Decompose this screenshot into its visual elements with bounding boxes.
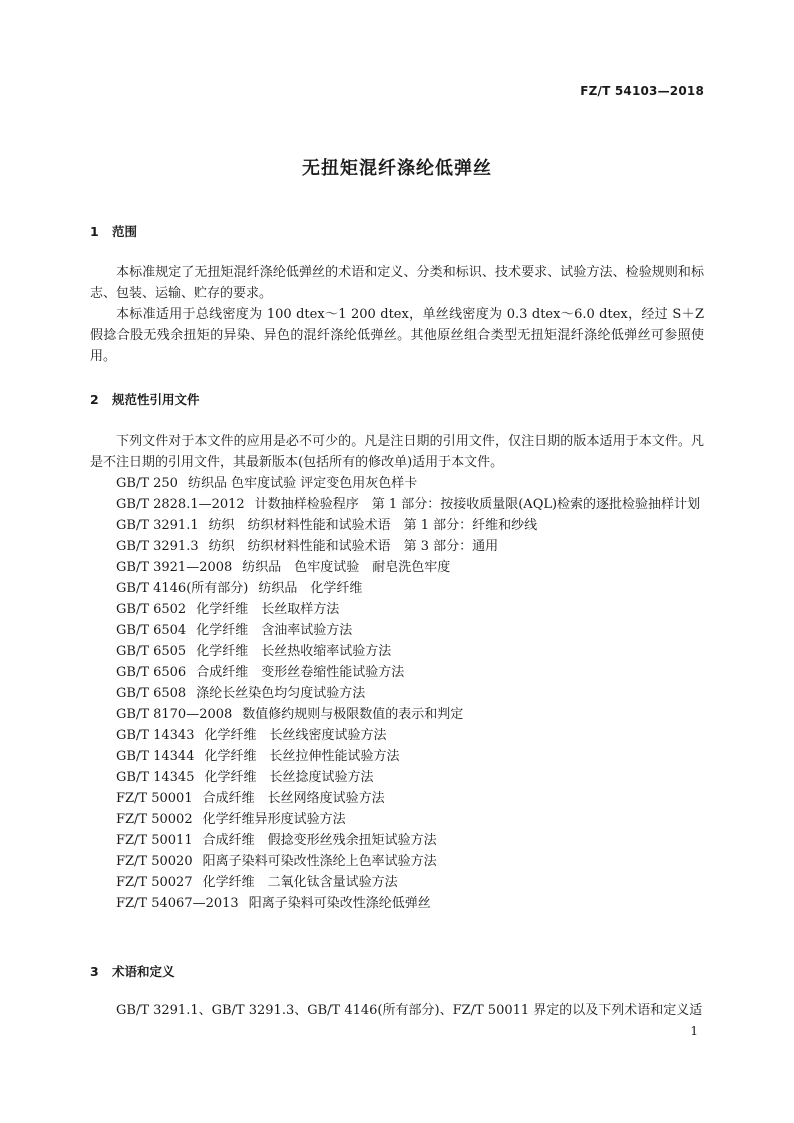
- reference-title: 化学纤维 长丝拉伸性能试验方法: [204, 749, 400, 764]
- reference-title: 合成纤维 变形丝卷缩性能试验方法: [196, 665, 405, 680]
- reference-title: 化学纤维 长丝取样方法: [196, 602, 340, 617]
- reference-title: 纺织品 色牢度试验 耐皂洗色牢度: [242, 560, 451, 575]
- reference-code: FZ/T 50001: [116, 791, 193, 806]
- reference-code: GB/T 14343: [116, 728, 195, 743]
- section-2-intro: 下列文件对于本文件的应用是必不可少的。凡是注日期的引用文件，仅注日期的版本适用于本文件。凡是不注日期的引用文件，其最新版本(包括所有的修改单)适用于本文件。: [90, 434, 704, 470]
- reference-title: 涤纶长丝染色均匀度试验方法: [196, 686, 366, 701]
- reference-title: 合成纤维 长丝网络度试验方法: [202, 791, 385, 806]
- reference-item: [90, 599, 704, 620]
- reference-code: GB/T 6506: [116, 665, 187, 680]
- section-2-heading: [90, 390, 200, 408]
- reference-title: 化学纤维 含油率试验方法: [196, 623, 353, 638]
- reference-title: 数值修约规则与极限数值的表示和判定: [242, 707, 464, 722]
- reference-item: [90, 704, 704, 725]
- reference-code: FZ/T 50027: [116, 875, 193, 890]
- reference-item: [90, 662, 704, 683]
- reference-code: GB/T 4146(所有部分): [116, 581, 249, 596]
- reference-item: [90, 809, 704, 830]
- reference-title: 合成纤维 假捻变形丝残余扭矩试验方法: [202, 833, 437, 848]
- reference-item: [90, 515, 704, 536]
- section-title: 术语和定义: [112, 964, 175, 979]
- reference-code: FZ/T 50011: [116, 833, 193, 848]
- reference-item: [90, 893, 704, 914]
- section-number: 3: [90, 964, 99, 979]
- reference-code: FZ/T 50002: [116, 812, 193, 827]
- section-number: 1: [90, 224, 99, 239]
- reference-title: 阳离子染料可染改性涤纶上色率试验方法: [202, 854, 437, 869]
- reference-title: 纺织 纺织材料性能和试验术语 第 1 部分：纤维和纱线: [208, 518, 538, 533]
- reference-item: [90, 725, 704, 746]
- section-title: 规范性引用文件: [112, 392, 200, 407]
- reference-title: 纺织品 化学纤维: [258, 581, 363, 596]
- reference-title: 化学纤维 二氧化钛含量试验方法: [202, 875, 398, 890]
- reference-item: [90, 557, 704, 578]
- page-number: 1: [690, 1024, 698, 1038]
- reference-item: [90, 578, 704, 599]
- reference-item: [90, 620, 704, 641]
- section-1-heading: [90, 222, 137, 240]
- reference-code: GB/T 250: [116, 476, 178, 491]
- section-1-paragraph-1: 本标准规定了无扭矩混纤涤纶低弹丝的术语和定义、分类和标识、技术要求、试验方法、检验规则和标志、包装、运输、贮存的要求。: [90, 265, 704, 301]
- reference-title: 纺织品 色牢度试验 评定变色用灰色样卡: [187, 476, 418, 491]
- reference-code: GB/T 2828.1—2012: [116, 497, 245, 512]
- reference-code: GB/T 6504: [116, 623, 187, 638]
- reference-item: [90, 872, 704, 893]
- section-3-heading: [90, 962, 175, 980]
- reference-code: GB/T 6508: [116, 686, 187, 701]
- reference-item: [90, 746, 704, 767]
- standard-code: FZ/T 54103—2018: [580, 84, 704, 98]
- reference-code: FZ/T 54067—2013: [116, 896, 239, 911]
- reference-title: 化学纤维 长丝线密度试验方法: [204, 728, 387, 743]
- reference-item: [90, 851, 704, 872]
- reference-item: [90, 788, 704, 809]
- reference-code: GB/T 3291.1: [116, 518, 199, 533]
- reference-item: [90, 683, 704, 704]
- reference-title: 计数抽样检验程序 第 1 部分：按接收质量限(AQL)检索的逐批检验抽样计划: [254, 497, 701, 512]
- normative-reference-list: [90, 473, 704, 914]
- document-title: 无扭矩混纤涤纶低弹丝: [302, 158, 492, 179]
- section-title: 范围: [112, 224, 138, 239]
- reference-code: GB/T 6502: [116, 602, 187, 617]
- reference-title: 化学纤维 长丝捻度试验方法: [204, 770, 374, 785]
- reference-item: [90, 767, 704, 788]
- section-1-paragraph-2: 本标准适用于总线密度为 100 dtex～1 200 dtex，单丝线密度为 0.3 dtex～6.0 dtex，经过 S＋Z 假捻合股无残余扭矩的异染、异色的混纤涤纶低弹丝。其他原丝组合类型无扭矩混纤涤纶低弹丝可参照使用。: [90, 307, 704, 364]
- reference-code: FZ/T 50020: [116, 854, 193, 869]
- reference-item: [90, 536, 704, 557]
- reference-code: GB/T 8170—2008: [116, 707, 233, 722]
- reference-title: 阳离子染料可染改性涤纶低弹丝: [248, 896, 431, 911]
- reference-item: [90, 473, 704, 494]
- reference-item: [90, 830, 704, 851]
- reference-code: GB/T 14345: [116, 770, 195, 785]
- reference-code: GB/T 6505: [116, 644, 187, 659]
- reference-title: 纺织 纺织材料性能和试验术语 第 3 部分：通用: [208, 539, 499, 554]
- reference-title: 化学纤维异形度试验方法: [202, 812, 346, 827]
- reference-item: [90, 641, 704, 662]
- section-number: 2: [90, 392, 99, 407]
- reference-code: GB/T 3291.3: [116, 539, 199, 554]
- reference-item: [90, 494, 704, 515]
- section-3-paragraph-1: GB/T 3291.1、GB/T 3291.3、GB/T 4146(所有部分)、FZ/T 50011 界定的以及下列术语和定义适: [116, 1003, 703, 1018]
- reference-code: GB/T 14344: [116, 749, 195, 764]
- reference-title: 化学纤维 长丝热收缩率试验方法: [196, 644, 392, 659]
- reference-code: GB/T 3921—2008: [116, 560, 233, 575]
